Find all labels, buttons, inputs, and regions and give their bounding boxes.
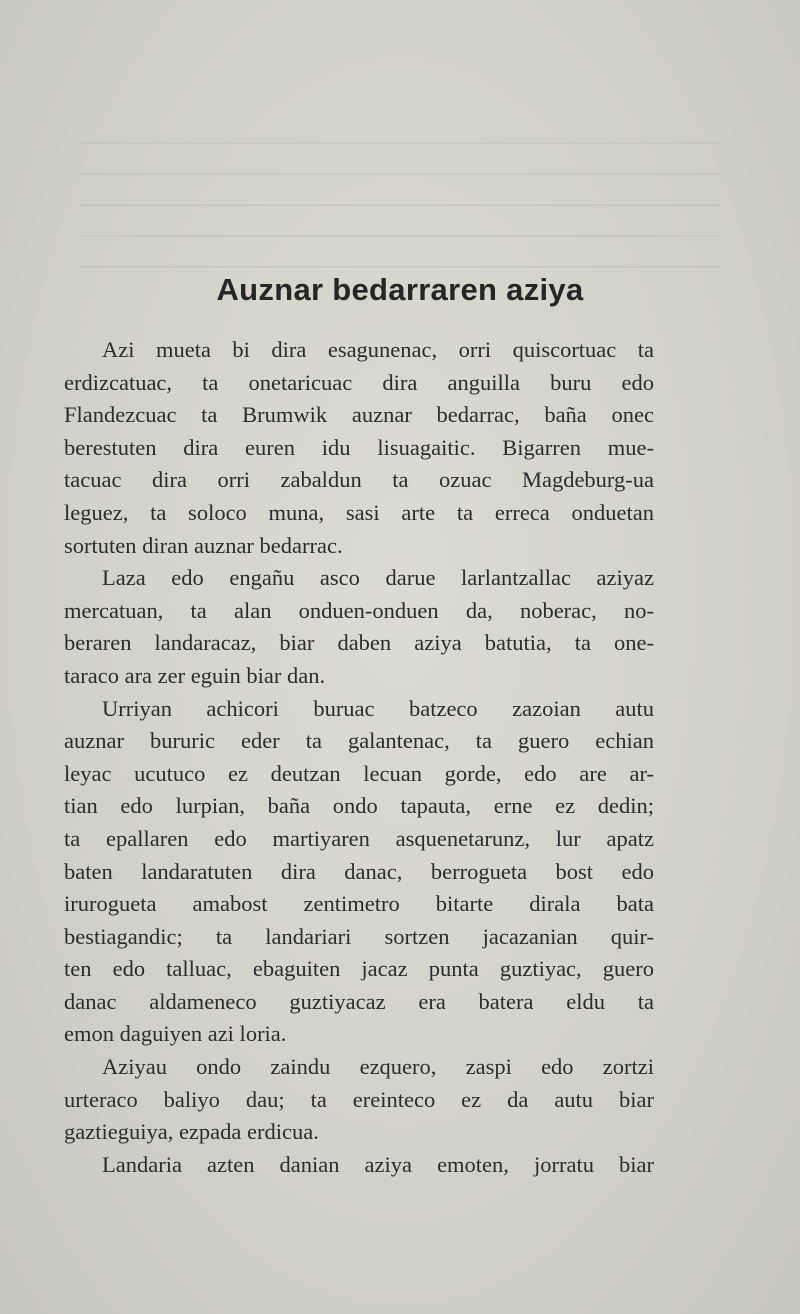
- text-line: beraren landaracaz, biar daben aziya batutia, ta one-: [64, 630, 654, 656]
- text-line: baten landaratuten dira danac, berrogueta bost edo: [64, 858, 654, 884]
- text-line: berestuten dira euren idu lisuagaitic. Bigarren mue-: [64, 434, 654, 460]
- text-line: auznar bururic eder ta galantenac, ta guero echian: [64, 728, 654, 754]
- text-line: leguez, ta soloco muna, sasi arte ta erreca onduetan: [64, 499, 654, 525]
- text-line: Landaria azten danian aziya emoten, jorratu biar: [102, 1151, 654, 1177]
- text-line: ta epallaren edo martiyaren asquenetarunz, lur apatz: [64, 825, 654, 851]
- text-line: Aziyau ondo zaindu ezquero, zaspi edo zortzi: [102, 1054, 654, 1080]
- text-line: mercatuan, ta alan onduen-onduen da, noberac, no-: [64, 597, 654, 623]
- text-line: tacuac dira orri zabaldun ta ozuac Magdeburg-ua: [64, 467, 654, 493]
- page-title: Auznar bedarraren aziya: [216, 272, 584, 307]
- text-line: Azi mueta bi dira esagunenac, orri quiscortuac ta: [102, 337, 654, 362]
- text-line: Laza edo engañu asco darue larlantzallac aziyaz: [102, 565, 654, 591]
- text-line: ten edo talluac, ebaguiten jacaz punta guztiyac, guero: [64, 956, 654, 982]
- body-text: [64, 334, 654, 1181]
- text-line: tian edo lurpian, baña ondo tapauta, erne ez dedin;: [64, 793, 654, 819]
- bleed-through-texture: [80, 120, 720, 270]
- text-line: bestiagandic; ta landariari sortzen jacazanian quir-: [64, 923, 654, 949]
- text-line: Flandezcuac ta Brumwik auznar bedarrac, baña onec: [64, 402, 654, 428]
- text-line: irurogueta amabost zentimetro bitarte dirala bata: [64, 891, 654, 917]
- text-line: erdizcatuac, ta onetaricuac dira anguilla buru edo: [64, 369, 654, 395]
- text-line: Urriyan achicori buruac batzeco zazoian autu: [102, 695, 654, 721]
- text-line: taraco ara zer eguin biar dan.: [64, 662, 326, 688]
- text-line: danac aldameneco guztiyacaz era batera eldu ta: [64, 988, 654, 1014]
- text-line: leyac ucutuco ez deutzan lecuan gorde, edo are ar-: [64, 760, 654, 786]
- text-line: sortuten diran auznar bedarrac.: [64, 532, 343, 558]
- text-line: urteraco baliyo dau; ta ereinteco ez da autu biar: [64, 1086, 654, 1112]
- text-line: gaztieguiya, ezpada erdicua.: [64, 1119, 319, 1145]
- text-line: emon daguiyen azi loria.: [64, 1021, 287, 1047]
